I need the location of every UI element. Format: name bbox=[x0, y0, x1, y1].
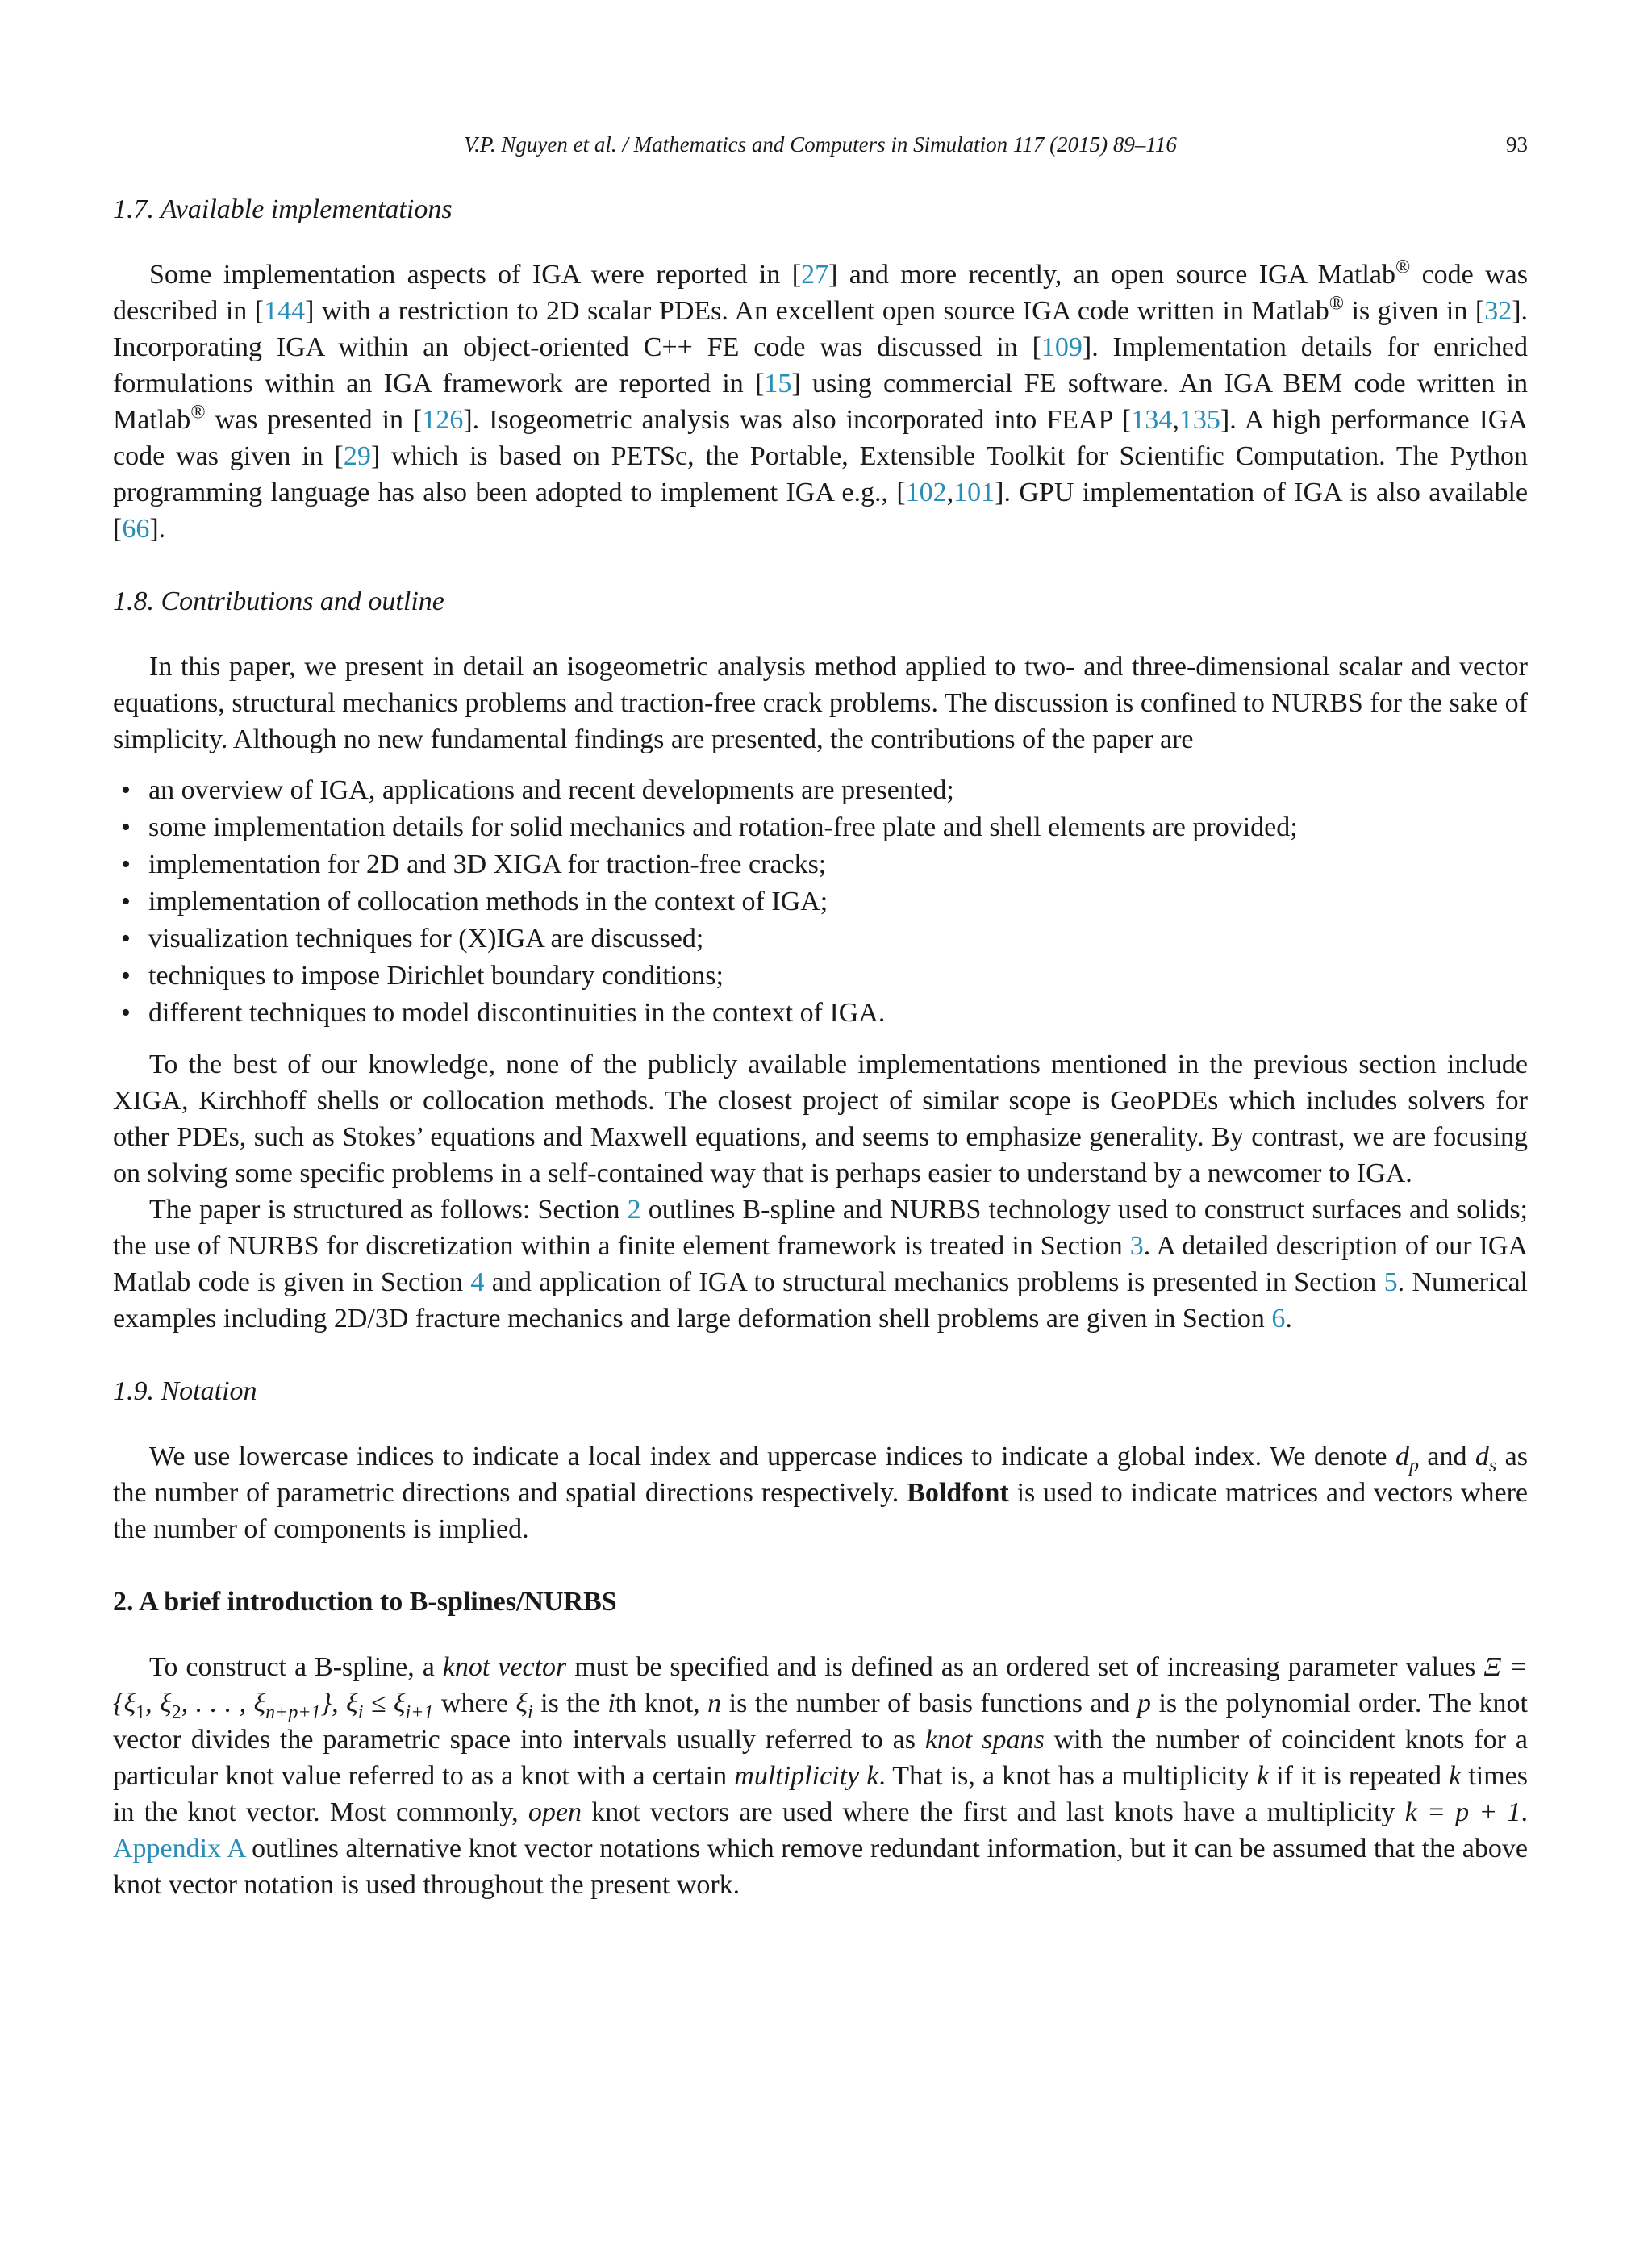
list-item: • implementation of collocation methods in the context of IGA; bbox=[113, 883, 1528, 920]
paragraph-implementations: Some implementation aspects of IGA were reported in [27] and more recently, an open source IGA Matlab® code was described in [144] with a restriction to 2D scalar PDEs. An excellent open source IGA code written in Matlab® is given in [32]. Incorporating IGA within an object-oriented C++ FE code was discussed in [109]. Implementation details for enriched formulations within an IGA framework are reported in [15] using commercial FE software. An IGA BEM code written in Matlab® was presented in [126]. Isogeometric analysis was also incorporated into FEAP [134,135]. A high performance IGA code was given in [29] which is based on PETSc, the Portable, Extensible Toolkit for Scientific Computation. The Python programming language has also been adopted to implement IGA e.g., [102,101]. GPU implementation of IGA is also available [66]. bbox=[113, 257, 1529, 544]
paragraph-bspline-intro: To construct a B-spline, a knot vector must be specified and is defined as an ordered set of increasing parameter values $\Xi = \{\xi_1$, $\xi_2$, . . . , $\xi_{n+p+1}$}, $\xi_i \le \xi_{i+1}$ where $\xi_i$ is the ith knot, n is the number of basis functions and p is the polynomial order. The knot vector divides the parametric space into intervals usually referred to as knot spans with the number of coincident knots for a particular knot value referred to as a knot with a certain multiplicity k. That is, a knot has a multiplicity k if it is repeated k times in the knot vector. Most commonly, open knot vectors are used where the first and last knots have a multiplicity k = p + 1. Appendix A outlines alternative knot vector notations which remove redundant information, but it can be assumed that the above knot vector notation is used throughout the present work. bbox=[113, 1652, 1529, 1900]
contributions-list bbox=[113, 772, 1528, 1032]
list-item: • implementation for 2D and 3D XIGA for traction-free cracks; bbox=[113, 846, 1528, 883]
citation-link[interactable]: 126 bbox=[422, 405, 464, 435]
list-item: • different techniques to model discontinuities in the context of IGA. bbox=[113, 995, 1528, 1032]
page-number: 93 bbox=[1506, 132, 1528, 157]
list-item: • an overview of IGA, applications and recent developments are presented; bbox=[113, 772, 1528, 809]
section-heading-1-7: 1.7. Available implementations bbox=[113, 194, 453, 224]
paragraph-contributions-intro: In this paper, we present in detail an isogeometric analysis method applied to two- and three-dimensional scalar and vector equations, structural mechanics problems and traction-free crack problems. The discussion is confined to NURBS for the sake of simplicity. Although no new fundamental findings are presented, the contributions of the paper are bbox=[113, 652, 1528, 754]
section-link[interactable]: 6 bbox=[1271, 1304, 1286, 1334]
citation-link[interactable]: 66 bbox=[122, 514, 150, 544]
paragraph-related-work: To the best of our knowledge, none of the publicly available implementations mentioned in the previous section include XIGA, Kirchhoff shells or collocation methods. The closest project of similar scope is GeoPDEs which includes solvers for other PDEs, such as Stokes’ equations and Maxwell equations, and seems to emphasize generality. By contrast, we are focusing on solving some specific problems in a self-contained way that is perhaps easier to understand by a newcomer to IGA. bbox=[113, 1050, 1528, 1188]
citation-link[interactable]: 135 bbox=[1179, 405, 1220, 435]
journal-citation: V.P. Nguyen et al. / Mathematics and Computers in Simulation 117 (2015) 89–116 bbox=[464, 132, 1177, 157]
list-item: • some implementation details for solid mechanics and rotation-free plate and shell elements are provided; bbox=[113, 809, 1528, 846]
citation-link[interactable]: 15 bbox=[764, 369, 792, 399]
section-heading-1-9: 1.9. Notation bbox=[113, 1376, 257, 1406]
citation-link[interactable]: 32 bbox=[1484, 296, 1512, 326]
citation-link[interactable]: 109 bbox=[1041, 332, 1083, 362]
citation-link[interactable]: 101 bbox=[953, 478, 995, 507]
citation-link[interactable]: 102 bbox=[905, 478, 947, 507]
article-body bbox=[113, 190, 1528, 1903]
section-link[interactable]: 2 bbox=[627, 1195, 641, 1225]
paragraph-notation: We use lowercase indices to indicate a local index and uppercase indices to indicate a global index. We denote $d_p$ and $d_s$ as the number of parametric directions and spatial directions respectively. Boldfont is used to indicate matrices and vectors where the number of components is implied. bbox=[113, 1442, 1529, 1544]
citation-link[interactable]: 27 bbox=[801, 260, 829, 290]
running-head bbox=[113, 132, 1528, 161]
section-link[interactable]: 5 bbox=[1383, 1267, 1398, 1297]
citation-link[interactable]: 29 bbox=[343, 441, 371, 471]
section-heading-1-8: 1.8. Contributions and outline bbox=[113, 586, 444, 616]
section-link[interactable]: 4 bbox=[470, 1267, 485, 1297]
list-item: • techniques to impose Dirichlet boundary conditions; bbox=[113, 958, 1528, 995]
paragraph-outline: The paper is structured as follows: Section 2 outlines B-spline and NURBS technology used to construct surfaces and solids; the use of NURBS for discretization within a finite element framework is treated in Section 3. A detailed description of our IGA Matlab code is given in Section 4 and application of IGA to structural mechanics problems is presented in Section 5. Numerical examples including 2D/3D fracture mechanics and large deformation shell problems are given in Section 6. bbox=[113, 1195, 1529, 1334]
citation-link[interactable]: 134 bbox=[1131, 405, 1173, 435]
section-link[interactable]: 3 bbox=[1129, 1231, 1144, 1261]
appendix-link[interactable]: Appendix A bbox=[113, 1834, 245, 1864]
section-heading-2: 2. A brief introduction to B-splines/NURBS bbox=[113, 1587, 617, 1617]
citation-link[interactable]: 144 bbox=[264, 296, 306, 326]
list-item: • visualization techniques for (X)IGA are discussed; bbox=[113, 920, 1528, 958]
